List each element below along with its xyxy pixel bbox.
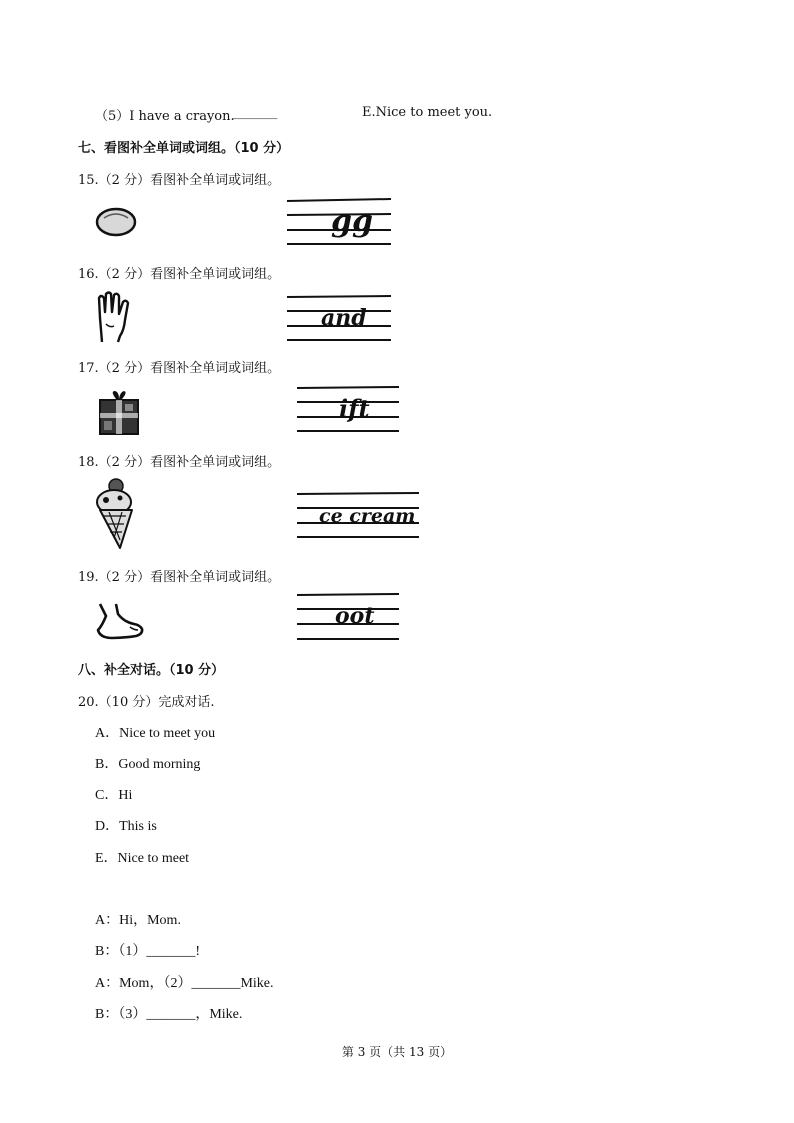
section-7-title: 七、看图补全单词或词组。（10 分） [78,141,290,156]
handwriting-lines-19 [295,590,405,644]
dialogue-line-3: A：Mom，（2）_______Mike. [95,976,274,991]
question-16-stem: 16.（2 分）看图补全单词或词组。 [78,267,281,282]
dialogue-line-1: A：Hi，Mom. [95,913,181,928]
option-e: E．Nice to meet [95,851,190,866]
fragment-19: oot [335,603,375,629]
option-c: C．Hi [95,788,133,803]
question-17-stem: 17.（2 分）看图补全单词或词组。 [78,361,281,376]
page-number-footer: 第 3 页（共 13 页） [341,1045,453,1059]
question-20-stem: 20.（10 分）完成对话. [78,695,215,710]
handwriting-lines-18 [295,490,425,542]
gift-icon [96,389,142,437]
option-b: B．Good morning [95,757,201,772]
foot-icon [94,600,146,642]
question-19-stem: 19.（2 分）看图补全单词或词组。 [78,570,281,585]
item-5-sentence: （5）I have a crayon. [95,109,235,124]
fragment-18: ce cream [319,505,416,527]
handwriting-lines-17 [295,384,405,436]
fragment-15: gg [331,204,373,239]
handwriting-lines-16 [285,292,395,344]
section-8-title: 八、补全对话。（10 分） [78,663,225,678]
egg-icon [94,205,138,239]
question-18-stem: 18.（2 分）看图补全单词或词组。 [78,455,281,470]
hand-icon [94,290,136,346]
handwriting-lines-15 [285,196,395,248]
item-5-option: E.Nice to meet you. [362,105,493,120]
item-5-blank: _______ [232,105,278,120]
ice-cream-icon [94,476,138,550]
option-d: D．This is [95,819,157,834]
dialogue-line-4: B：（3）_______，Mike. [95,1007,243,1022]
fragment-17: ift [339,394,370,423]
option-a: A．Nice to meet you [95,726,216,741]
question-15-stem: 15.（2 分）看图补全单词或词组。 [78,173,281,188]
fragment-16: and [321,305,367,331]
dialogue-line-2: B：（1）_______! [95,944,200,959]
